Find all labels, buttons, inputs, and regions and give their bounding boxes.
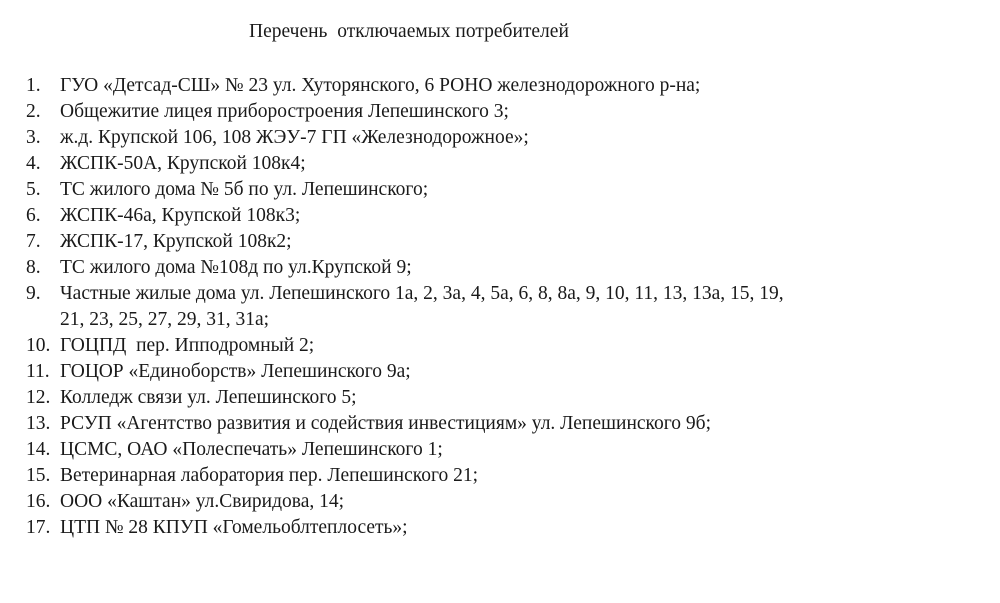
item-number: 3. xyxy=(26,127,41,148)
item-number: 2. xyxy=(26,101,41,122)
list-item xyxy=(26,333,986,359)
item-number: 9. xyxy=(26,283,41,304)
list-item xyxy=(26,177,986,203)
item-number: 1. xyxy=(26,75,41,96)
item-number: 11. xyxy=(26,361,50,382)
item-number: 12. xyxy=(26,387,51,408)
item-text: Колледж связи ул. Лепешинского 5; xyxy=(60,387,357,408)
item-text: ЦТП № 28 КПУП «Гомельоблтеплосеть»; xyxy=(60,517,408,538)
list-item xyxy=(26,463,986,489)
item-text: ЖСПК-17, Крупской 108к2; xyxy=(60,231,292,252)
item-number: 13. xyxy=(26,413,51,434)
list-item xyxy=(26,437,986,463)
item-text: ГОЦОР «Единоборств» Лепешинского 9а; xyxy=(60,361,411,382)
item-text: ЦСМС, ОАО «Полеспечать» Лепешинского 1; xyxy=(60,439,443,460)
item-text: Ветеринарная лаборатория пер. Лепешинского 21; xyxy=(60,465,479,486)
item-number: 5. xyxy=(26,179,41,200)
item-number: 4. xyxy=(26,153,41,174)
item-number: 14. xyxy=(26,439,51,460)
item-text: ТС жилого дома № 5б по ул. Лепешинского; xyxy=(60,179,429,200)
list-item xyxy=(26,281,986,333)
document-title: Перечень отключаемых потребителей xyxy=(249,21,569,42)
list-item xyxy=(26,489,986,515)
item-number: 10. xyxy=(26,335,51,356)
item-text: ГУО «Детсад-СШ» № 23 ул. Хуторянского, 6 РОНО железнодорожного р-на; xyxy=(60,75,701,96)
item-text: Частные жилые дома ул. Лепешинского 1а, 2, 3а, 4, 5а, 6, 8, 8а, 9, 10, 11, 13, 13а, 15, 19, 21, 23, 25, 27, 29, 31, 31а; xyxy=(60,283,784,330)
list-item xyxy=(26,385,986,411)
list-item xyxy=(26,125,986,151)
item-text: РСУП «Агентство развития и содействия инвестициям» ул. Лепешинского 9б; xyxy=(60,413,712,434)
list-item xyxy=(26,73,986,99)
list-item xyxy=(26,359,986,385)
item-text: ЖСПК-46а, Крупской 108к3; xyxy=(60,205,301,226)
list-item xyxy=(26,515,986,541)
item-number: 17. xyxy=(26,517,51,538)
list-item xyxy=(26,255,986,281)
consumer-list xyxy=(26,73,986,541)
list-item xyxy=(26,203,986,229)
item-number: 16. xyxy=(26,491,51,512)
item-number: 15. xyxy=(26,465,51,486)
item-text: Общежитие лицея приборостроения Лепешинского 3; xyxy=(60,101,509,122)
item-text: ж.д. Крупской 106, 108 ЖЭУ-7 ГП «Железнодорожное»; xyxy=(60,127,529,148)
item-number: 7. xyxy=(26,231,41,252)
item-text: ЖСПК-50А, Крупской 108к4; xyxy=(60,153,306,174)
list-item xyxy=(26,229,986,255)
item-text: ООО «Каштан» ул.Свиридова, 14; xyxy=(60,491,345,512)
list-item xyxy=(26,99,986,125)
item-number: 6. xyxy=(26,205,41,226)
list-item xyxy=(26,151,986,177)
list-item xyxy=(26,411,986,437)
item-text: ГОЦПД пер. Ипподромный 2; xyxy=(60,335,315,356)
item-number: 8. xyxy=(26,257,41,278)
item-text: ТС жилого дома №108д по ул.Крупской 9; xyxy=(60,257,412,278)
